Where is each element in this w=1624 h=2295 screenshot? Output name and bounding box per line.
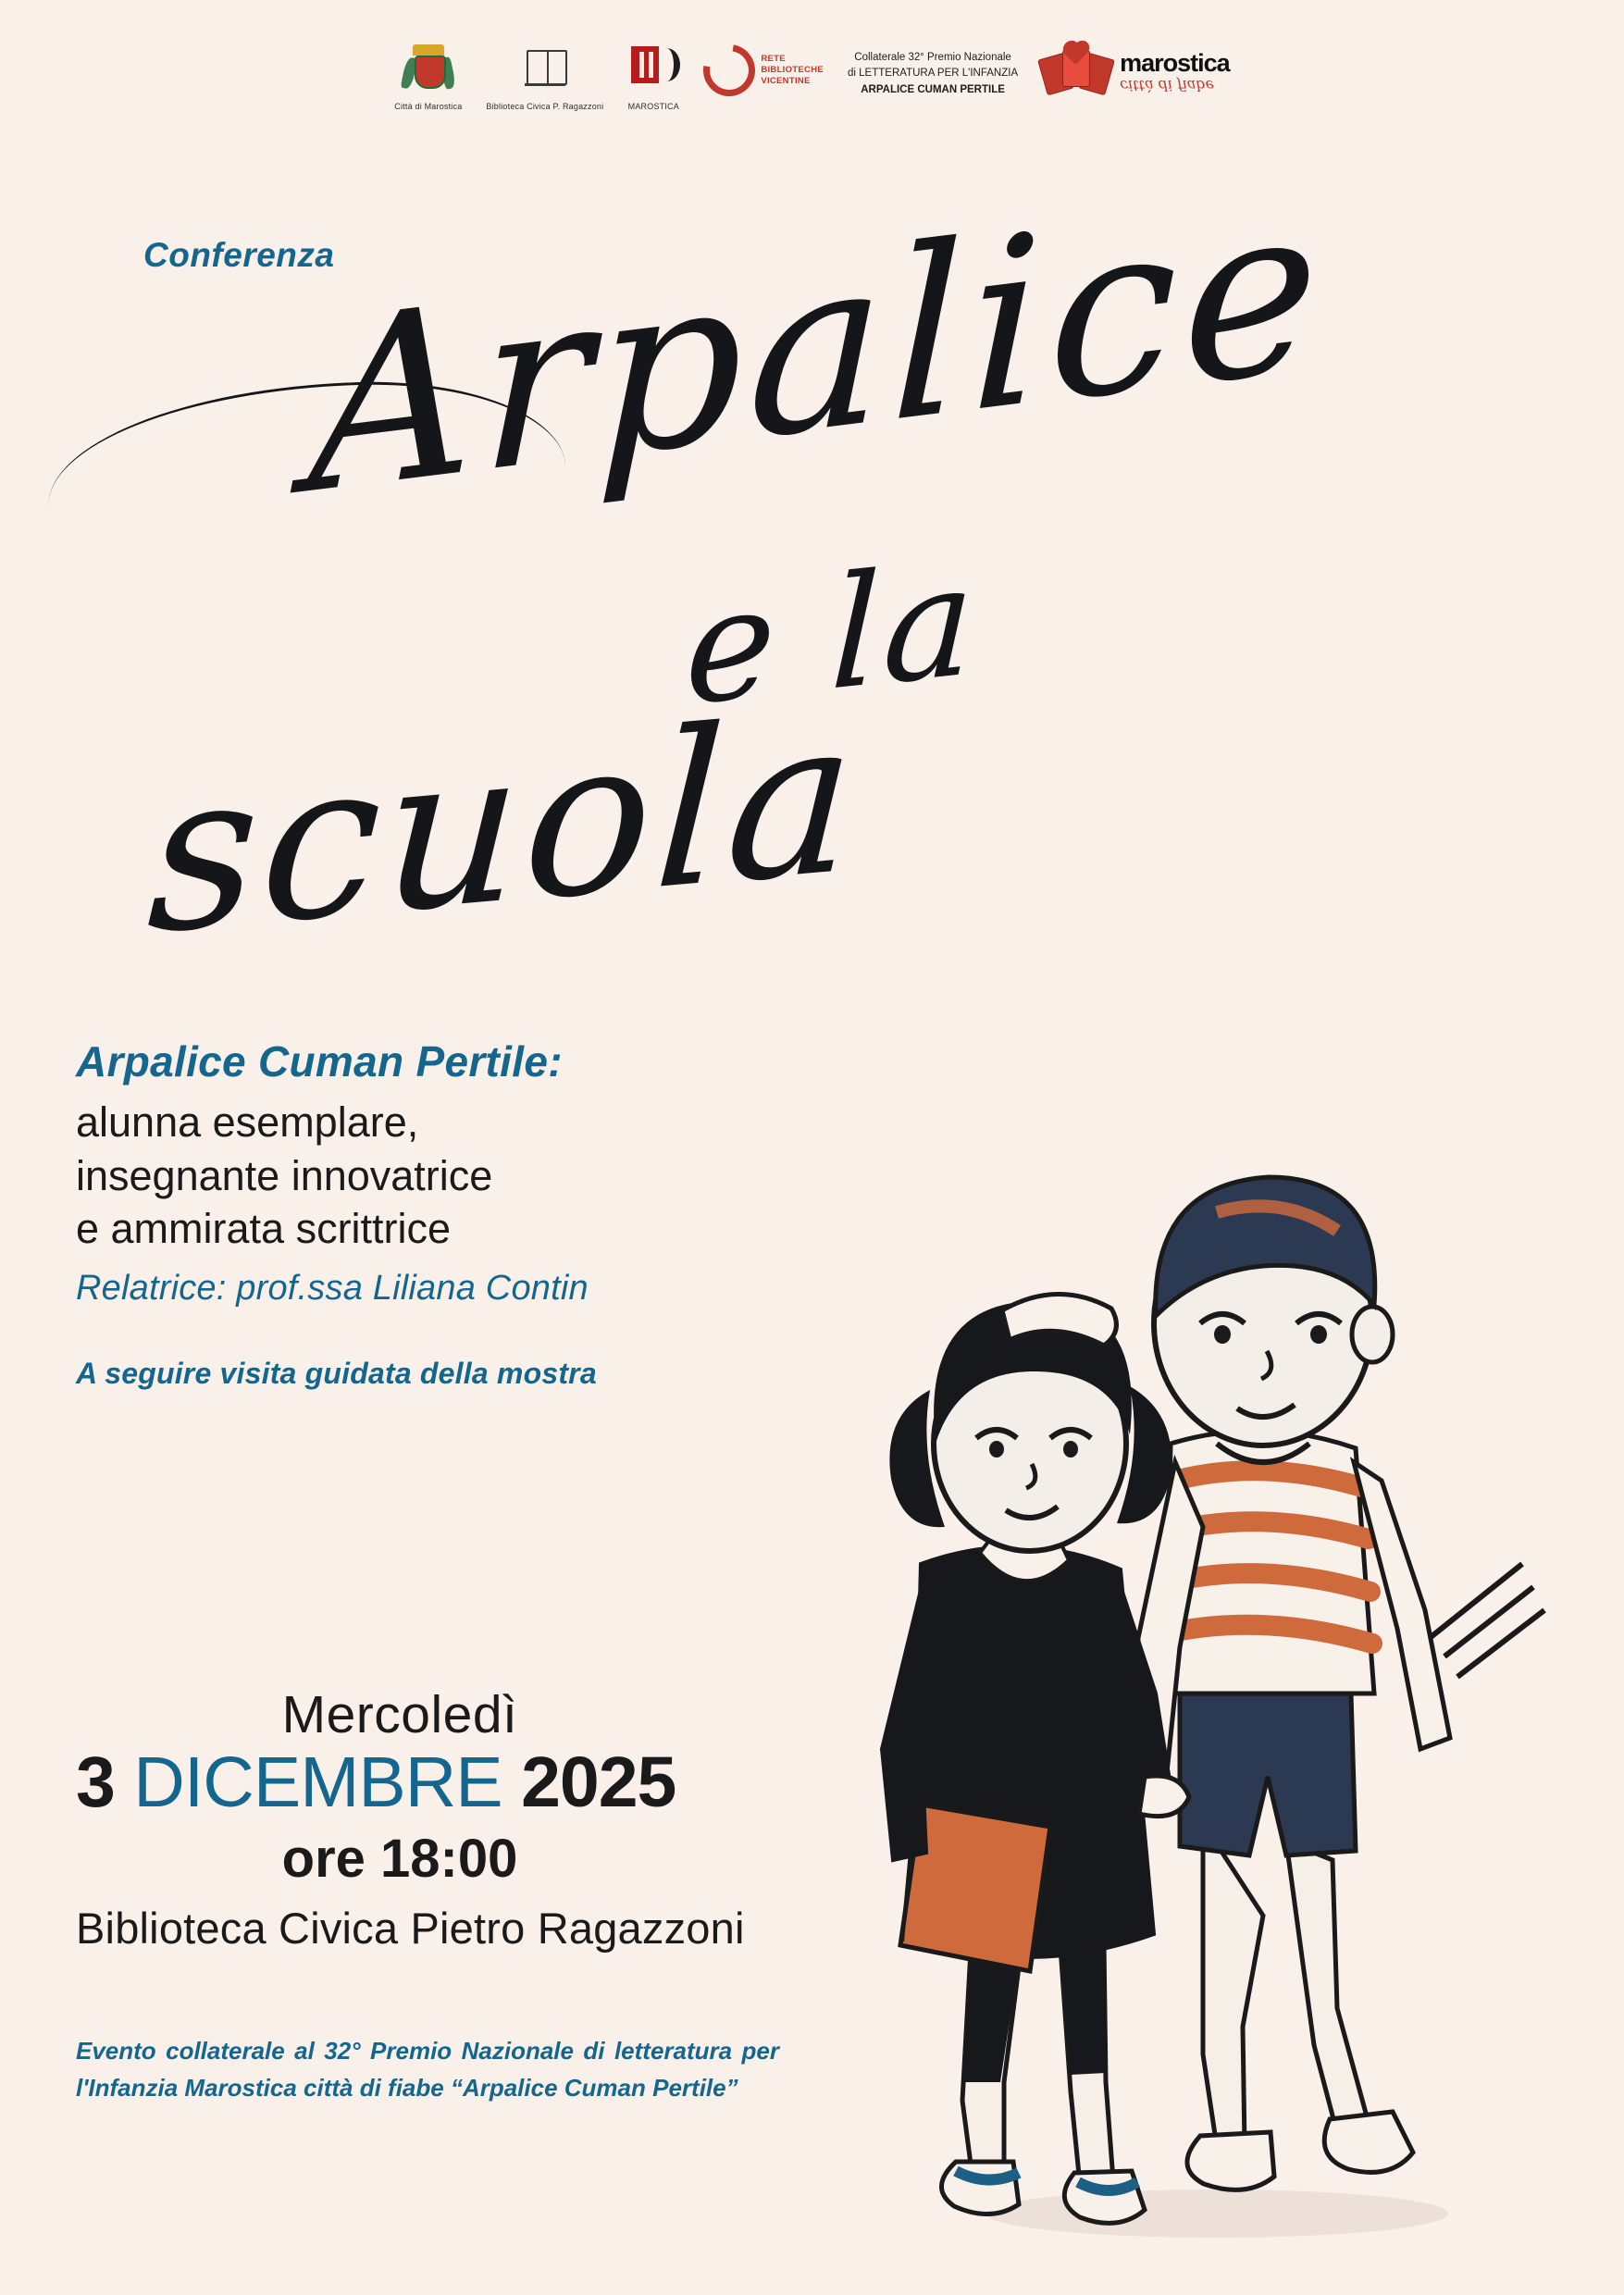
header-logo-strip	[0, 44, 1624, 111]
description-block	[76, 1036, 853, 1391]
book-icon	[521, 44, 569, 98]
subject-name: Arpalice Cuman Pertile:	[76, 1037, 563, 1085]
logo-caption-citta: Città di Marostica	[394, 102, 463, 111]
event-month: DICEMBRE	[133, 1743, 502, 1822]
logo-marostica-m	[627, 44, 679, 111]
m-monogram-icon	[627, 44, 679, 98]
description-line-1: alunna esemplare,	[76, 1098, 419, 1146]
poster-title	[0, 149, 1624, 990]
logo-caption-biblioteca: Biblioteca Civica P. Ragazzoni	[486, 102, 604, 111]
title-line-2: e la	[682, 529, 981, 740]
logo-caption-marostica-m: MAROSTICA	[627, 102, 679, 111]
title-line-1: Arpalice	[306, 149, 1327, 546]
ring-icon	[693, 34, 765, 106]
rete-line-1: RETE	[761, 54, 786, 65]
marostica-wordmark: marostica	[1120, 48, 1230, 77]
collateral-credit-block	[848, 44, 1018, 98]
rete-line-2: BIBLIOTECHE	[761, 65, 824, 76]
rete-logo-text	[761, 54, 824, 87]
logo-marostica-citta-di-fiabe	[1042, 44, 1230, 98]
title-swash-decoration	[44, 375, 566, 506]
collateral-line-2: di LETTERATURA PER L'INFANZIA	[848, 68, 1019, 80]
event-footnote: Evento collaterale al 32° Premio Nazionale di letteratura per l'Infanzia Marostica città di fiabe “Arpalice Cuman Pertile”	[76, 2037, 779, 2103]
crest-icon	[403, 44, 453, 98]
logo-citta-di-marostica	[394, 44, 462, 111]
illustration-two-children	[782, 1046, 1596, 2267]
marostica-tagline: città di fiabe	[1120, 76, 1215, 94]
description-line-2: insegnante innovatrice	[76, 1151, 493, 1199]
event-day: 3	[76, 1743, 115, 1822]
children-illustration-svg	[782, 1046, 1596, 2267]
guided-tour-note: A seguire visita guidata della mostra	[76, 1356, 597, 1390]
kicker-conferenza: Conferenza	[143, 236, 335, 274]
collateral-line-1: Collaterale 32° Premio Nazionale	[854, 52, 1011, 63]
event-time: ore 18:00	[281, 1829, 518, 1889]
speaker-line: Relatrice: prof.ssa Liliana Contin	[76, 1268, 589, 1308]
rete-line-3: VICENTINE	[761, 75, 811, 86]
event-date-line	[76, 1742, 816, 1824]
collateral-line-3: ARPALICE CUMAN PERTILE	[861, 83, 1005, 95]
playing-cards-icon	[1042, 44, 1112, 98]
logo-rete-biblioteche-vicentine	[703, 44, 824, 96]
event-year: 2025	[521, 1743, 676, 1822]
title-line-3: scuola	[143, 671, 864, 983]
event-date-block	[76, 1684, 816, 1954]
description-line-3: e ammirata scrittrice	[76, 1205, 452, 1253]
event-weekday: Mercoledì	[281, 1685, 518, 1744]
event-venue: Biblioteca Civica Pietro Ragazzoni	[76, 1904, 745, 1953]
logo-biblioteca-civica	[486, 44, 603, 111]
